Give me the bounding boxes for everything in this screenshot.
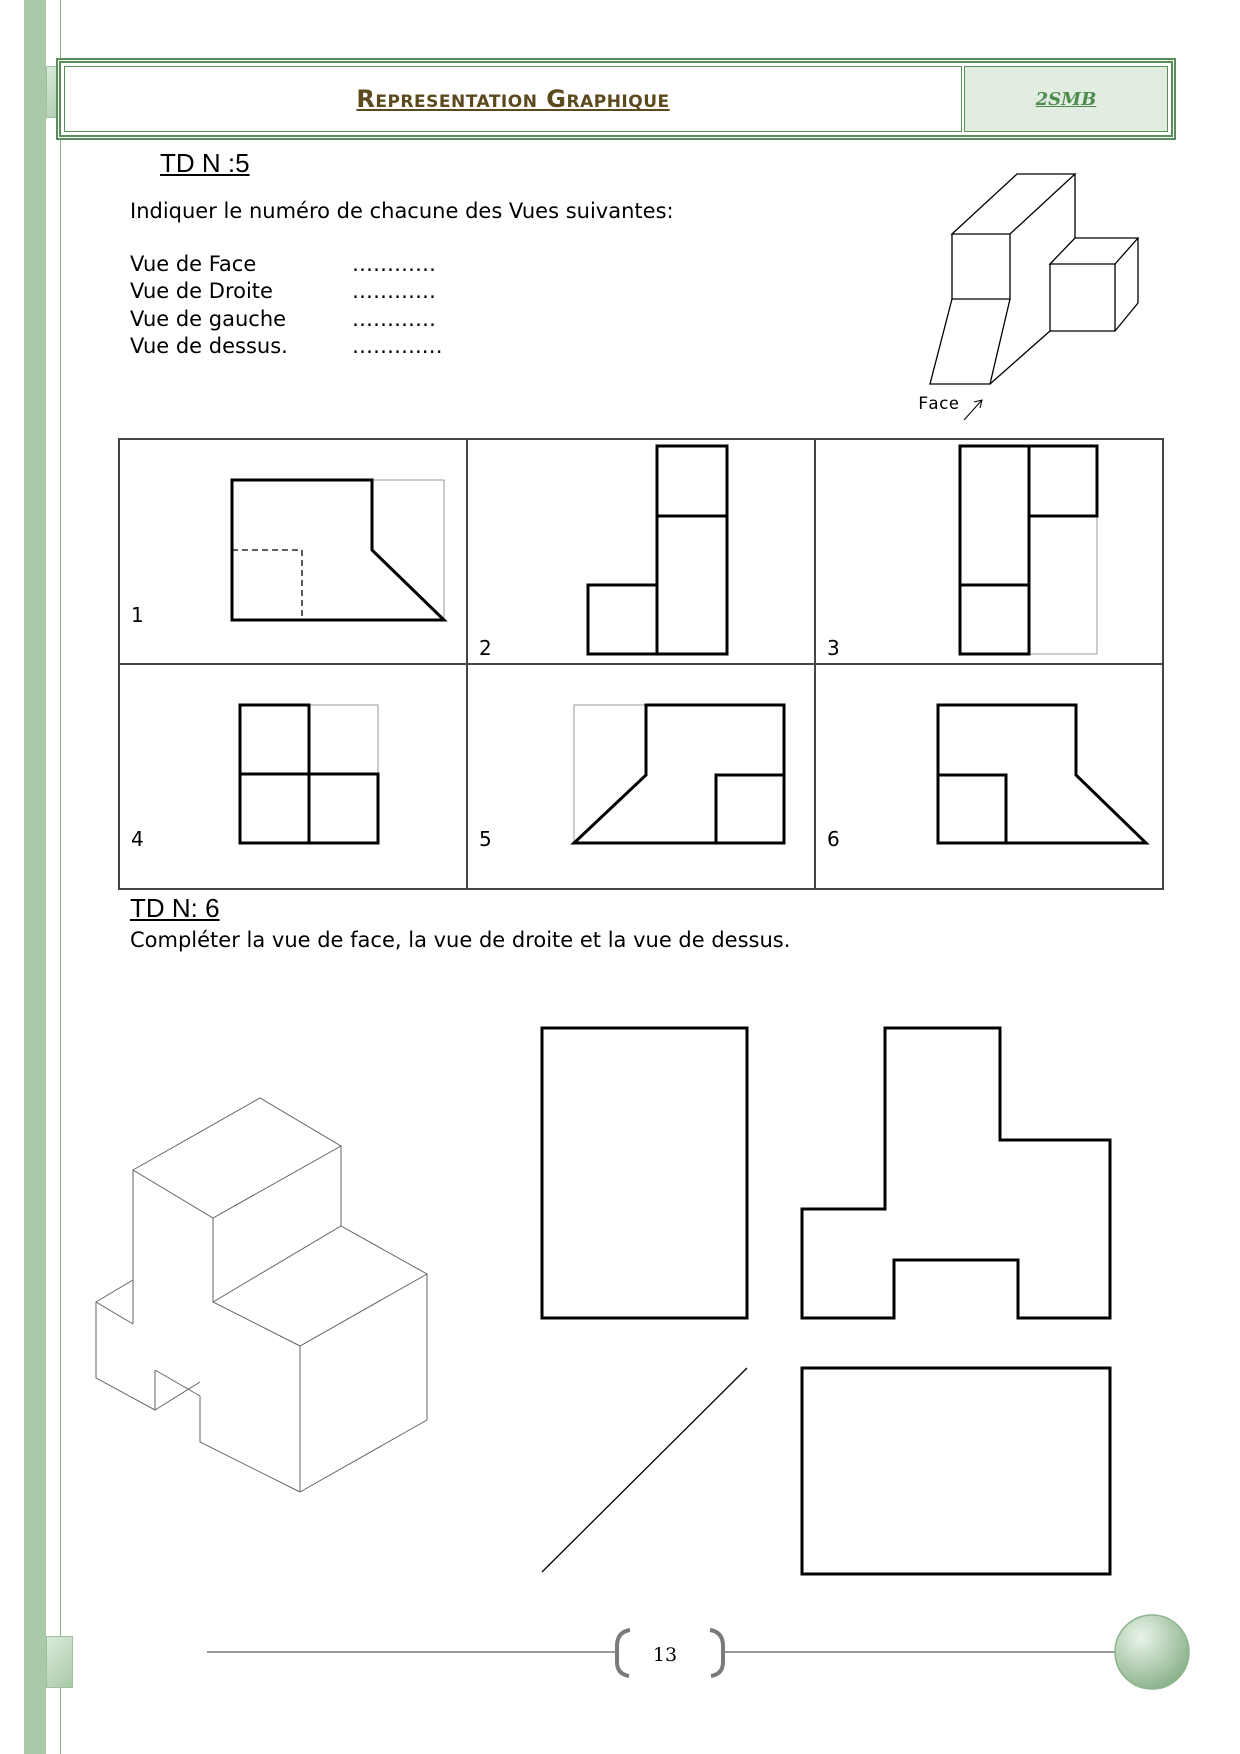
face-arrow-icon: [964, 400, 982, 420]
front-view-outline: [542, 1028, 747, 1318]
view-cell-3: [815, 439, 1163, 664]
td5-title: TD N :5: [160, 148, 250, 178]
answer-blank: …………: [352, 252, 436, 276]
view-cell-5: [467, 664, 815, 889]
td5-isometric-drawing: [900, 166, 1160, 428]
left-margin-line: [60, 0, 61, 1754]
face-label: Face: [918, 394, 959, 414]
view-drawing-4: [120, 665, 469, 891]
td6-isometric-drawing: [90, 1090, 440, 1500]
view-label: Vue de Droite: [130, 279, 273, 303]
td6-views-to-complete: [530, 1016, 1130, 1586]
left-margin-bar: [24, 0, 46, 1754]
td6-title: TD N: 6: [130, 893, 220, 923]
view-row-face: [130, 252, 550, 280]
view-drawing-2: [468, 440, 817, 666]
view-drawing-6: [816, 665, 1165, 891]
class-code: 2SMB: [1035, 88, 1097, 110]
view-label: Vue de dessus.: [130, 334, 288, 358]
view-label: Vue de gauche: [130, 307, 287, 331]
top-view-outline: [802, 1368, 1110, 1574]
view-number: 2: [479, 636, 492, 660]
bottom-decor-square: [46, 1636, 73, 1688]
right-view-outline: [802, 1028, 1110, 1318]
view-cell-6: [815, 664, 1163, 889]
view-cell-2: [467, 439, 815, 664]
view-number: 3: [827, 636, 840, 660]
view-row-gauche: [130, 307, 550, 335]
view-number: 4: [131, 827, 144, 851]
view-drawing-5: [468, 665, 817, 891]
view-row-dessus: [130, 334, 550, 362]
views-grid: [118, 438, 1164, 890]
view-row-droite: [130, 279, 550, 307]
view-drawing-1: [120, 440, 469, 666]
view-number: 5: [479, 827, 492, 851]
answer-blank: …………: [352, 307, 436, 331]
page-title: Representation Graphique: [356, 85, 670, 113]
header-title-box: [64, 66, 962, 132]
class-code-box: [964, 66, 1168, 132]
answer-blank: …………: [352, 279, 436, 303]
view-cell-1: [119, 439, 467, 664]
view-cell-4: [119, 664, 467, 889]
td6-instruction: Compléter la vue de face, la vue de droite et la vue de dessus.: [130, 928, 791, 952]
view-drawing-3: [816, 440, 1165, 666]
footer-decoration: [205, 1628, 1205, 1688]
footer-circle-decor: [1112, 1612, 1192, 1692]
view-number: 6: [827, 827, 840, 851]
miter-line: [542, 1368, 747, 1572]
view-label: Vue de Face: [130, 252, 257, 276]
answer-blank: ……….…: [352, 334, 443, 358]
view-number: 1: [131, 603, 144, 627]
td5-instruction: Indiquer le numéro de chacune des Vues suivantes:: [130, 199, 674, 223]
page-number: 13: [652, 1644, 678, 1666]
